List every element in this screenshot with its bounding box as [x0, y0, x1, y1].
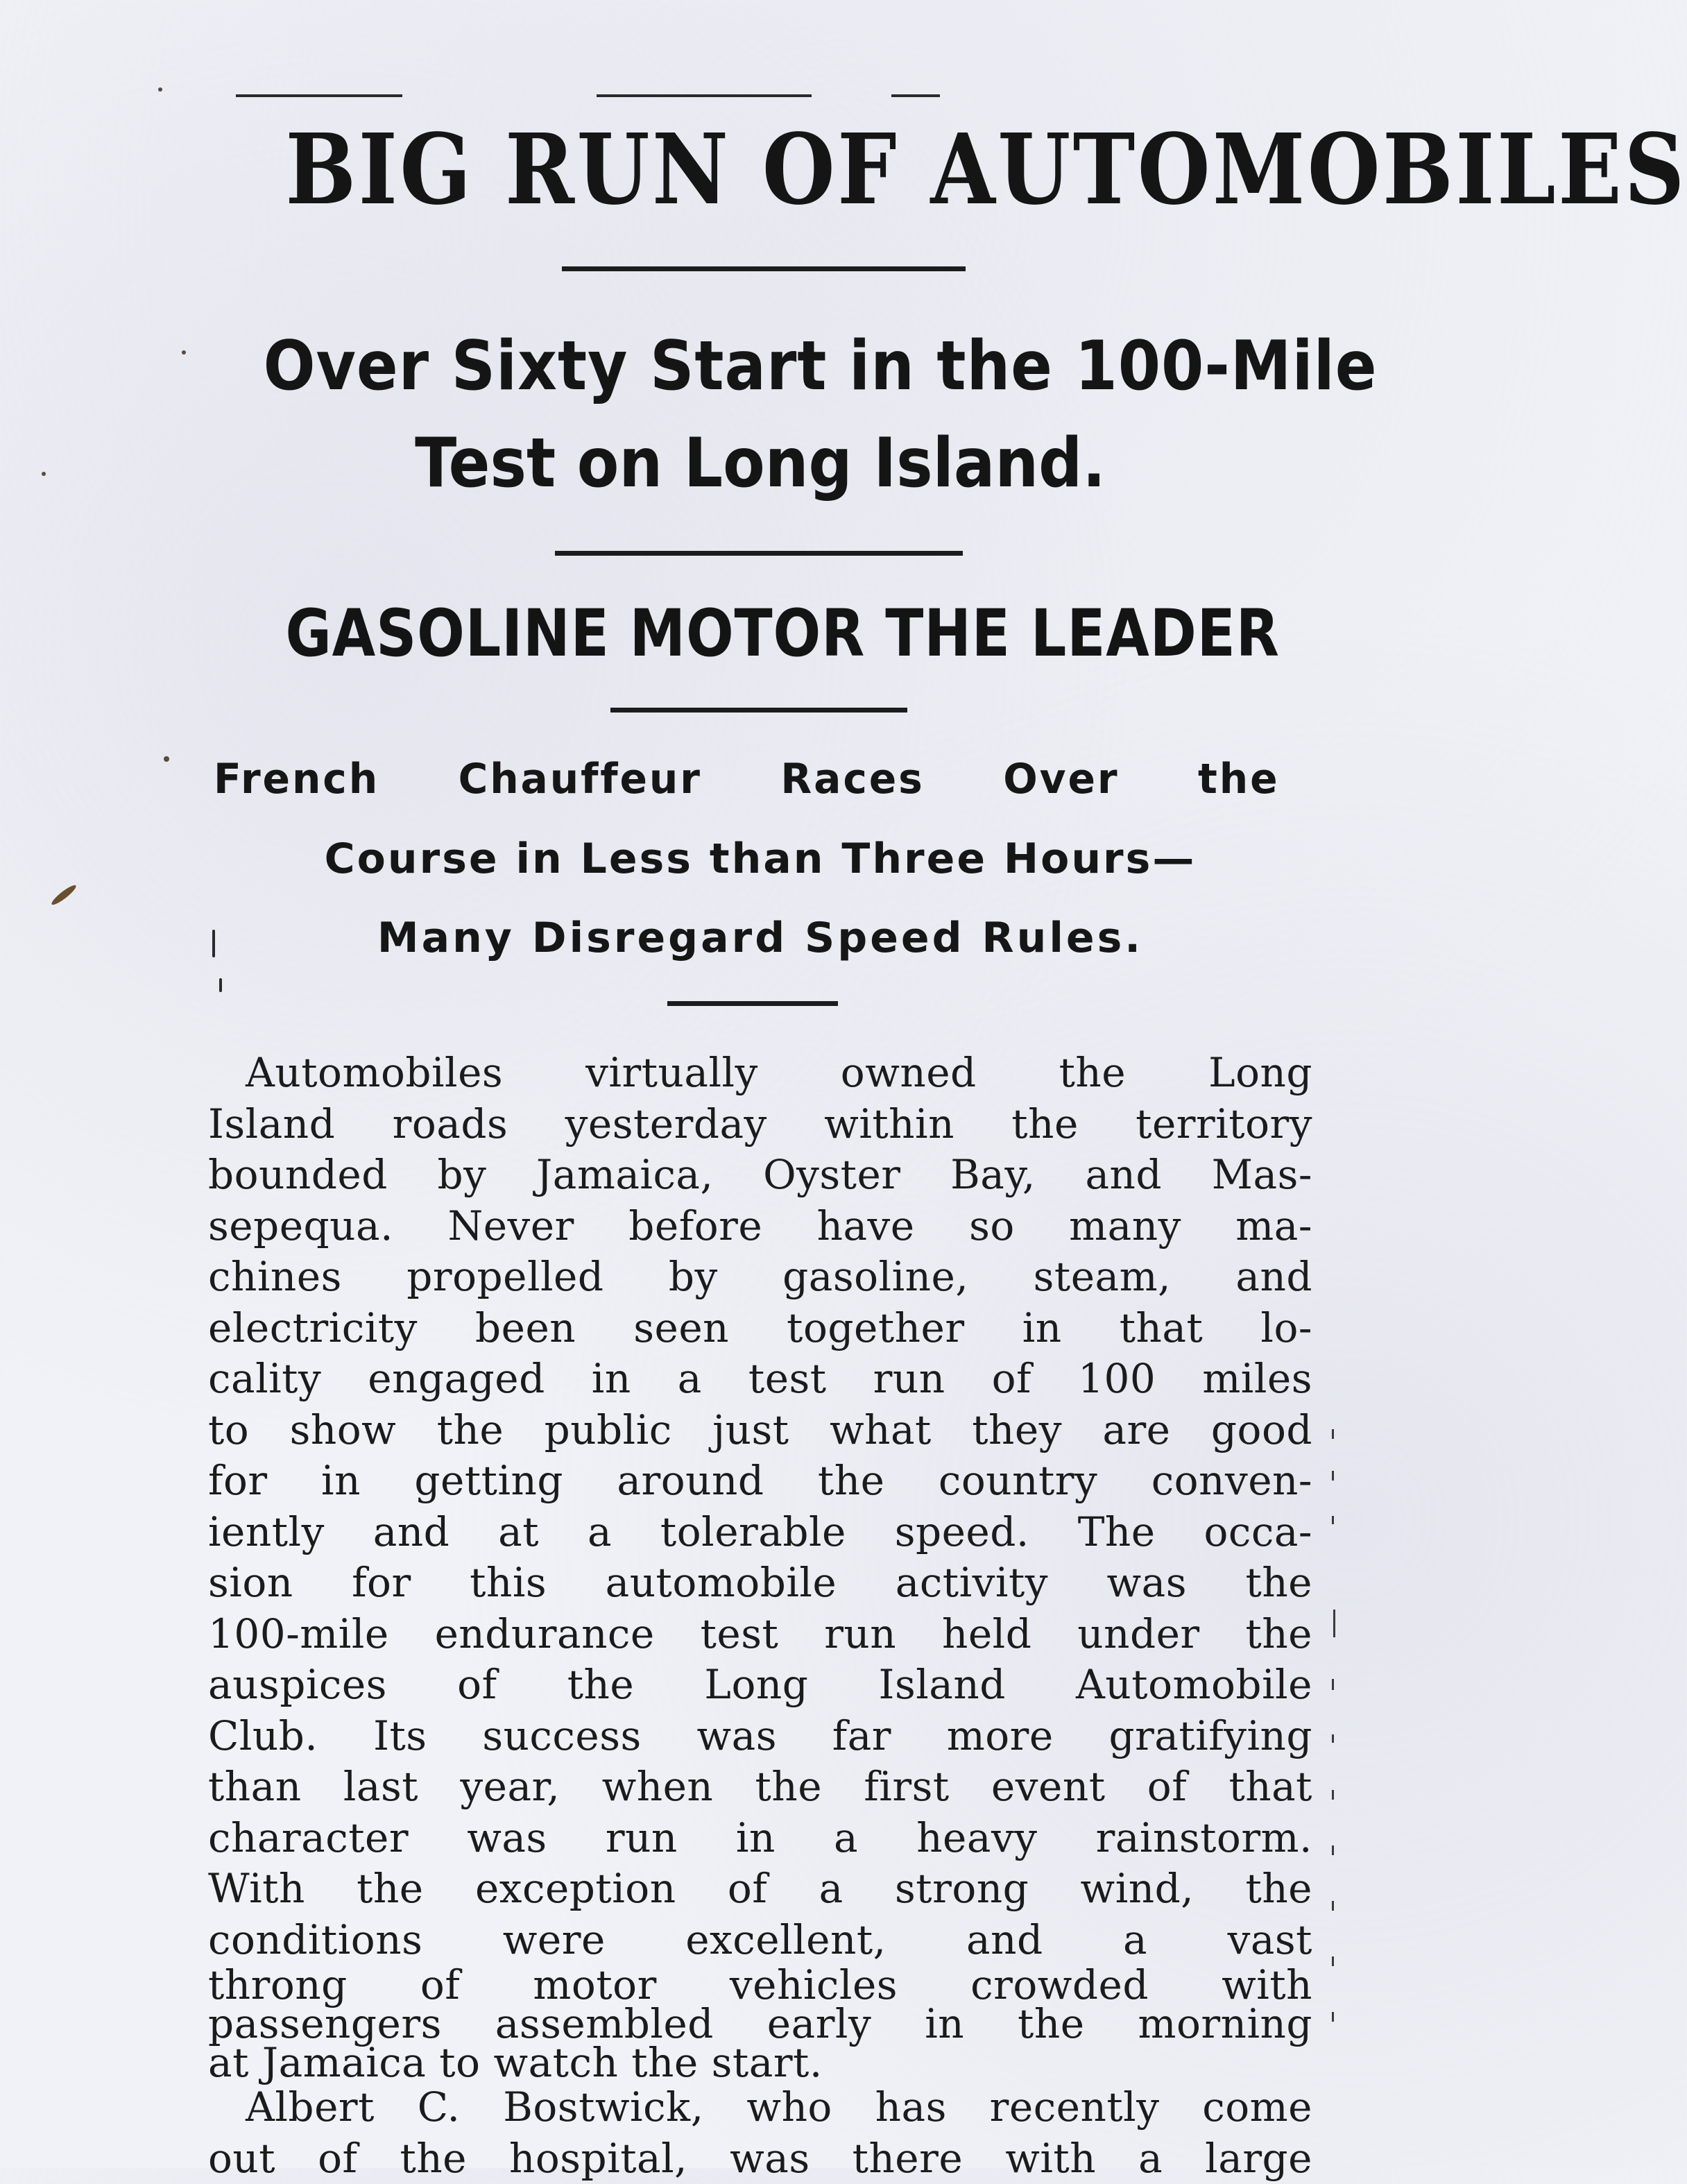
body-line: With the exception of a strong wind, the [208, 1863, 1312, 1915]
paper-speck [164, 756, 169, 762]
body-line: conditions were excellent, and a vast [208, 1915, 1312, 1966]
paper-speck [182, 350, 186, 355]
margin-mark [1332, 1845, 1334, 1855]
margin-mark [1332, 1679, 1334, 1690]
body-line: at Jamaica to watch the start. [208, 2043, 1312, 2082]
paper-speck [158, 87, 162, 92]
body-line: for in getting around the country conven- [208, 1456, 1312, 1507]
body-line: 100-mile endurance test run held under the [208, 1609, 1312, 1660]
body-line: Island roads yesterday within the territory [208, 1099, 1312, 1150]
margin-mark [1332, 1471, 1334, 1481]
margin-mark [1332, 1516, 1334, 1524]
body-line: electricity been seen together in that lo- [208, 1303, 1312, 1354]
article-column [208, 0, 1312, 2168]
divider-rule [562, 266, 966, 271]
top-rule [236, 94, 402, 97]
body-line: sion for this automobile activity was the [208, 1558, 1312, 1609]
body-line: than last year, when the first event of that [208, 1761, 1312, 1813]
deck-line-1: French Chauffeur Races Over the [214, 751, 1279, 807]
section-headline: GASOLINE MOTOR THE LEADER [285, 591, 1235, 677]
body-line: chines propelled by gasoline, steam, and [208, 1252, 1312, 1303]
margin-mark [1332, 2012, 1334, 2022]
margin-mark [1333, 1610, 1335, 1637]
margin-mark [1332, 1956, 1334, 1966]
body-line: sepequa. Never before have so many ma- [208, 1201, 1312, 1252]
margin-mark [1332, 1901, 1334, 1911]
deck-line-3: Many Disregard Speed Rules. [208, 910, 1312, 966]
margin-mark [1332, 1429, 1334, 1439]
subheadline-line-1: Over Sixty Start in the 100-Mile [264, 319, 1258, 413]
body-line: bounded by Jamaica, Oyster Bay, and Mas- [208, 1150, 1312, 1201]
margin-mark [1332, 1790, 1334, 1800]
body-line: auspices of the Long Island Automobile [208, 1660, 1312, 1711]
top-rule [597, 94, 812, 97]
body-line: cality engaged in a test run of 100 miles [208, 1354, 1312, 1405]
body-line: to show the public just what they are good [208, 1405, 1312, 1456]
body-line: Club. Its success was far more gratifying [208, 1711, 1312, 1762]
body-line: iently and at a tolerable speed. The occa- [208, 1507, 1312, 1558]
body-line: passengers assembled early in the morning [208, 2004, 1312, 2043]
divider-rule [667, 1001, 838, 1006]
body-line: Albert C. Bostwick, who has recently come [208, 2082, 1312, 2133]
body-line: out of the hospital, was there with a large [208, 2133, 1312, 2184]
margin-scratch [212, 930, 215, 957]
paper-speck [42, 472, 46, 476]
deck-line-2: Course in Less than Three Hours— [208, 831, 1312, 887]
body-line: Automobiles virtually owned the Long [208, 1048, 1312, 1099]
body-line: throng of motor vehicles crowded with [208, 1965, 1312, 2004]
subheadline-line-2: Test on Long Island. [264, 416, 1258, 511]
divider-rule [555, 551, 963, 556]
paper-blemish [50, 883, 78, 907]
article-body [208, 1048, 1312, 2184]
margin-mark [1332, 1734, 1334, 1743]
top-rule [891, 94, 940, 97]
margin-scratch [219, 978, 222, 992]
body-line: character was run in a heavy rainstorm. [208, 1813, 1312, 1864]
divider-rule [610, 708, 907, 713]
headline: BIG RUN OF AUTOMOBILES [285, 114, 1235, 225]
